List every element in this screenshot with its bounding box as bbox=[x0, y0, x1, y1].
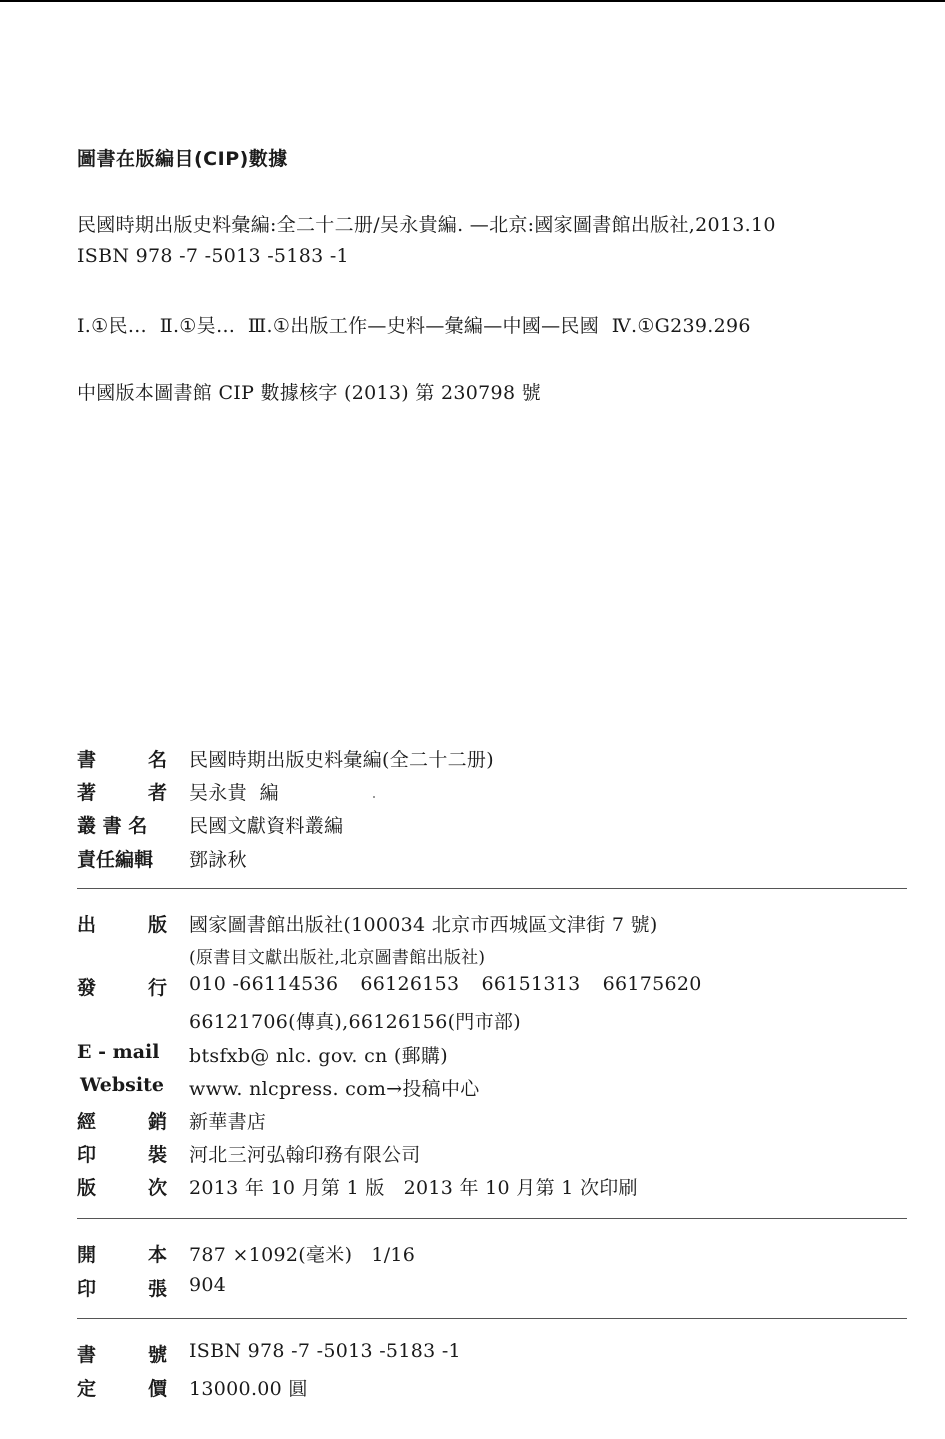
series-value: 民國文獻資料叢編 bbox=[189, 815, 344, 837]
phone-number: 010 -66114536 bbox=[189, 973, 339, 995]
publisher-note: (原書目文獻出版社,北京圖書館出版社) bbox=[189, 948, 486, 968]
printer-label: 印 裝 bbox=[77, 1144, 167, 1166]
book-title-label: 書 名 bbox=[77, 749, 167, 771]
speck-mark bbox=[373, 796, 375, 798]
cip-verification-line: 中國版本圖書館 CIP 數據核字 (2013) 第 230798 號 bbox=[77, 382, 541, 404]
distribution-fax-retail: 66121706(傳真),66126156(門市部) bbox=[189, 1011, 521, 1033]
divider bbox=[77, 1318, 907, 1319]
book-title-value: 民國時期出版史料彙編(全二十二册) bbox=[189, 749, 494, 771]
cip-bibliographic-line: 民國時期出版史料彙編:全二十二册/吴永貴編. —北京:國家圖書館出版社,2013.10 bbox=[77, 214, 776, 236]
dealer-value: 新華書店 bbox=[189, 1111, 267, 1133]
edition-label: 版 次 bbox=[77, 1177, 167, 1199]
format-label: 開 本 bbox=[77, 1244, 167, 1266]
price-value: 13000.00 圓 bbox=[189, 1378, 308, 1400]
cip-heading: 圖書在版編目(CIP)數據 bbox=[77, 148, 288, 170]
isbn-value: ISBN 978 -7 -5013 -5183 -1 bbox=[189, 1340, 461, 1362]
email-label: E - mail bbox=[77, 1041, 160, 1063]
distribution-label: 發 行 bbox=[77, 977, 167, 999]
top-border-line bbox=[0, 0, 945, 2]
author-label: 著 者 bbox=[77, 782, 167, 804]
edition-value: 2013 年 10 月第 1 版 2013 年 10 月第 1 次印刷 bbox=[189, 1177, 638, 1199]
publisher-value: 國家圖書館出版社(100034 北京市西城區文津街 7 號) bbox=[189, 914, 658, 936]
website-value: www. nlcpress. com→投稿中心 bbox=[189, 1078, 480, 1100]
distribution-phones bbox=[189, 973, 702, 995]
author-value: 吴永貴 編 bbox=[189, 782, 279, 804]
cip-isbn-line: ISBN 978 -7 -5013 -5183 -1 bbox=[77, 245, 349, 267]
format-value: 787 ×1092(毫米) 1/16 bbox=[189, 1244, 416, 1266]
phone-number: 66126153 bbox=[360, 973, 460, 995]
editor-value: 鄧詠秋 bbox=[189, 849, 247, 871]
series-label: 叢 書 名 bbox=[77, 815, 148, 837]
sheets-value: 904 bbox=[189, 1274, 227, 1296]
price-label: 定 價 bbox=[77, 1378, 167, 1400]
email-value: btsfxb@ nlc. gov. cn (郵購) bbox=[189, 1045, 448, 1067]
divider bbox=[77, 1218, 907, 1219]
phone-number: 66175620 bbox=[602, 973, 702, 995]
isbn-label: 書 號 bbox=[77, 1344, 167, 1366]
cip-classification-line: Ⅰ.①民… Ⅱ.①吴… Ⅲ.①出版工作—史料—彙編—中國—民國 Ⅳ.①G239.296 bbox=[77, 315, 751, 337]
website-label: Website bbox=[80, 1074, 164, 1096]
sheets-label: 印 張 bbox=[77, 1278, 167, 1300]
phone-number: 66151313 bbox=[481, 973, 581, 995]
dealer-label: 經 銷 bbox=[77, 1111, 167, 1133]
publisher-label: 出 版 bbox=[77, 914, 167, 936]
editor-label: 責任編輯 bbox=[77, 849, 154, 871]
divider bbox=[77, 888, 907, 889]
printer-value: 河北三河弘翰印務有限公司 bbox=[189, 1144, 421, 1166]
